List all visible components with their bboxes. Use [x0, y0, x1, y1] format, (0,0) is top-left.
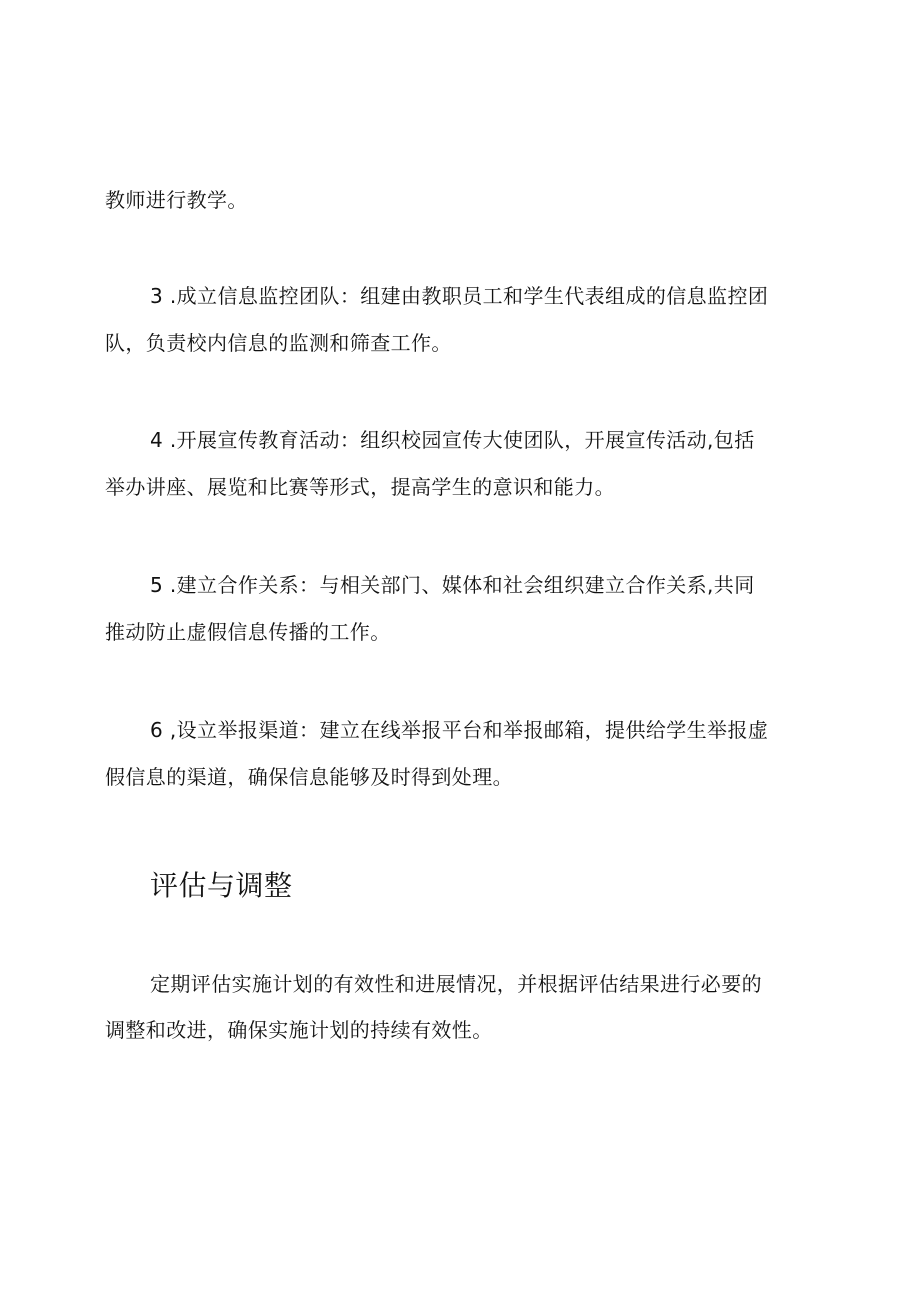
list-item-text: 队，负责校内信息的监测和筛查工作。 [105, 331, 452, 355]
list-item-text: 假信息的渠道，确保信息能够及时得到处理。 [105, 765, 513, 789]
paragraph-text: 调整和改进，确保实施计划的持续有效性。 [105, 1018, 493, 1042]
list-item-text: 推动防止虚假信息传播的工作。 [105, 620, 391, 644]
section-heading: 评估与调整 [150, 869, 293, 902]
list-item-text: 5 .建立合作关系：与相关部门、媒体和社会组织建立合作关系,共同 [150, 573, 755, 597]
list-item-text: 6 ,设立举报渠道：建立在线举报平台和举报邮箱，提供给学生举报虚 [150, 718, 769, 742]
list-item-text: 4 .开展宣传教育活动：组织校园宣传大使团队，开展宣传活动,包括 [150, 428, 755, 452]
paragraph-continuation: 教师进行教学。 [105, 188, 248, 212]
list-item-text: 3 .成立信息监控团队：组建由教职员工和学生代表组成的信息监控团 [150, 284, 769, 308]
list-item-text: 举办讲座、展览和比赛等形式，提高学生的意识和能力。 [105, 475, 615, 499]
paragraph-text: 定期评估实施计划的有效性和进展情况，并根据评估结果进行必要的 [150, 972, 762, 996]
